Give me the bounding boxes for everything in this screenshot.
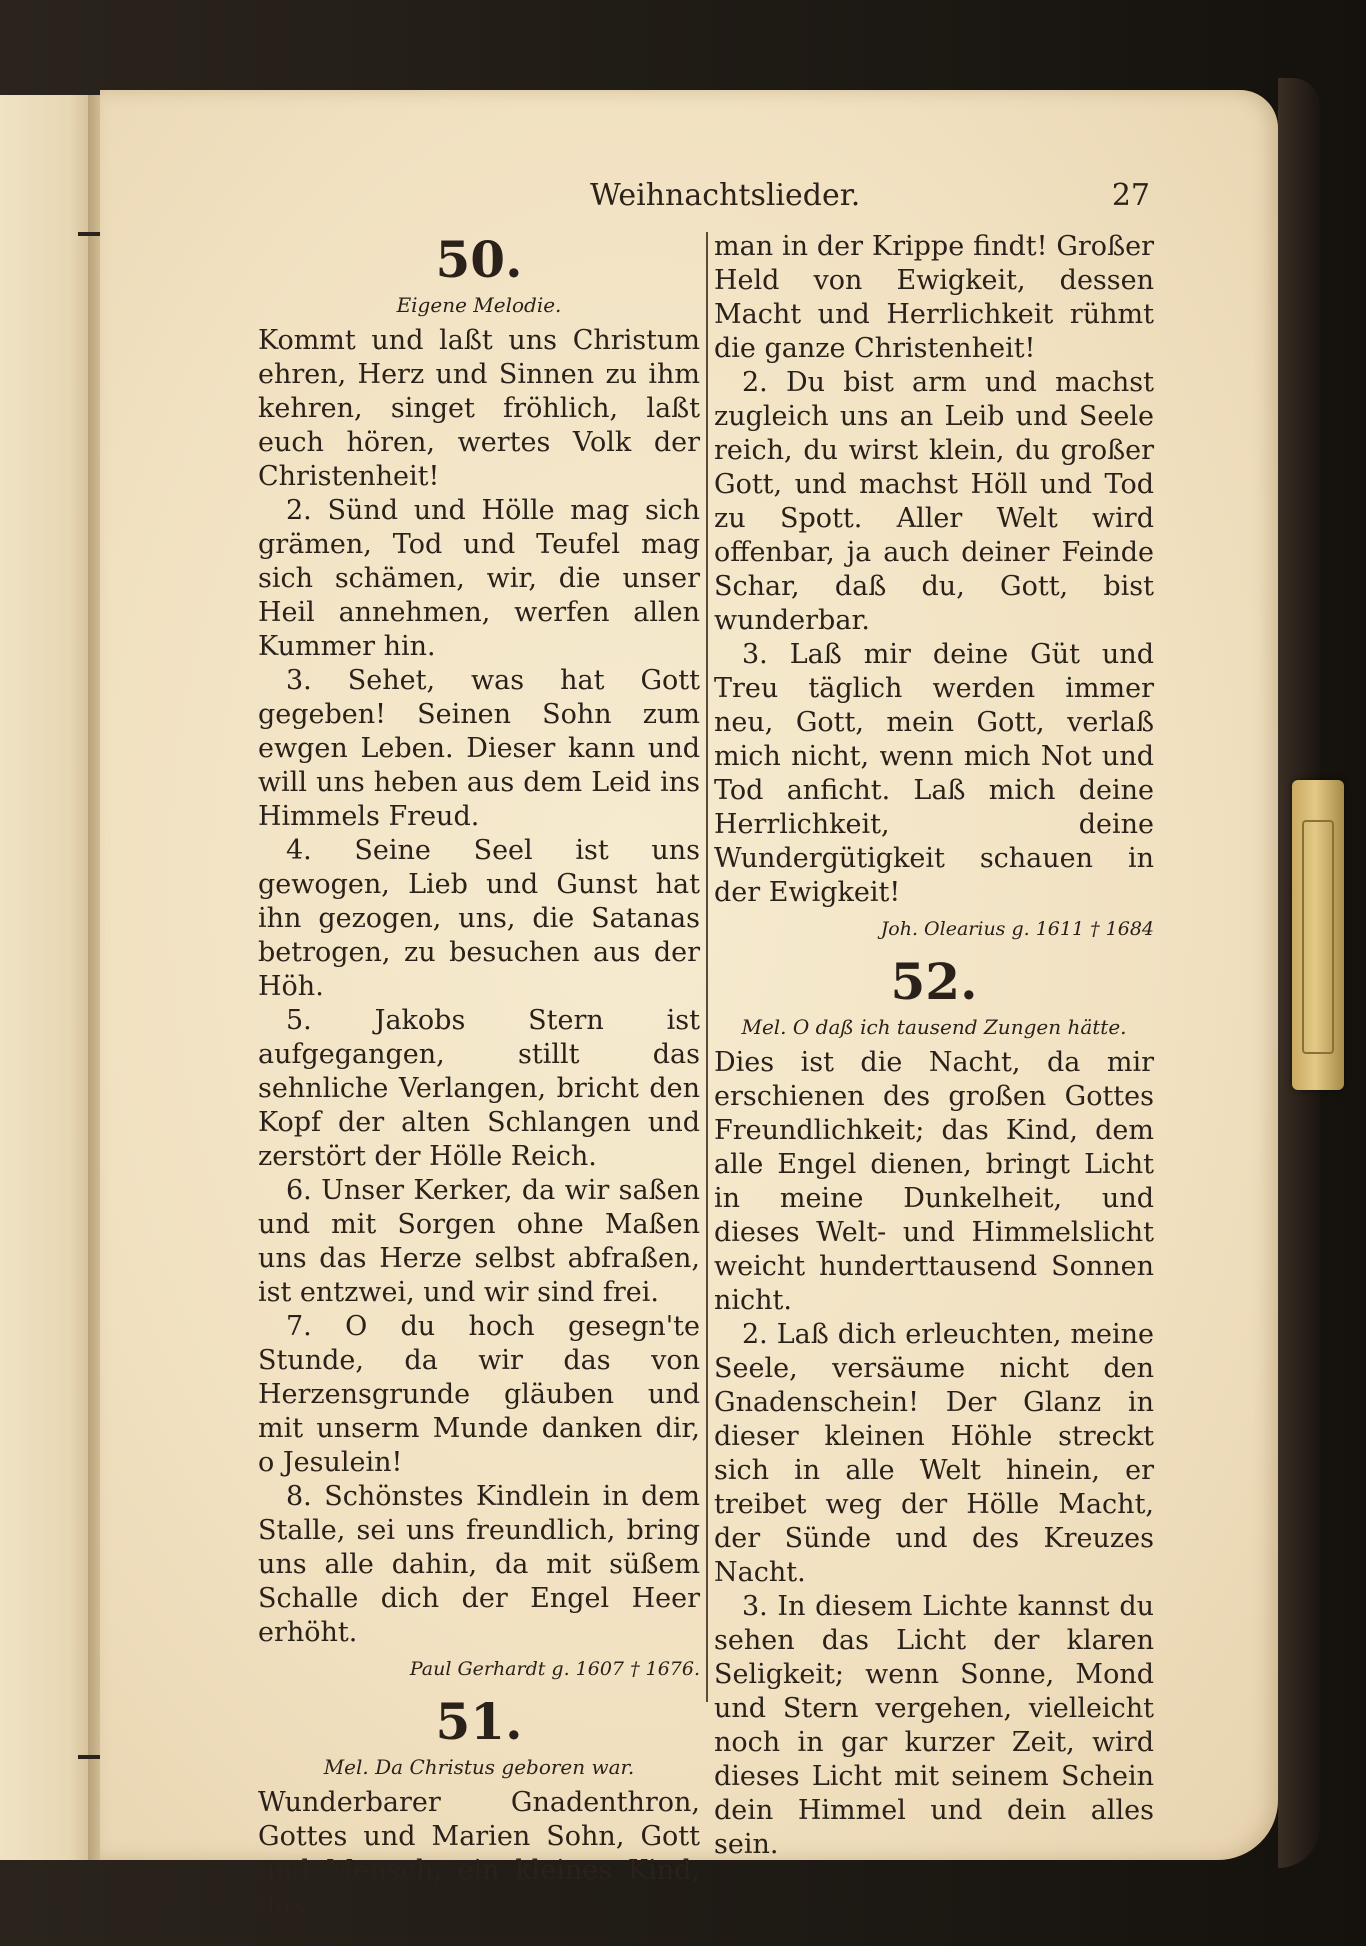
verse: 7. O du hoch gesegn'te Stunde, da wir das von Herzensgrunde gläuben und mit unserm Munde danken dir, o Jesulein! bbox=[258, 1311, 700, 1478]
melody-line: Mel. O daß ich tausend Zungen hätte. bbox=[741, 1015, 1127, 1039]
hymn-author: Paul Gerhardt g. 1607 † 1676. bbox=[409, 1658, 700, 1680]
verse: 6. Unser Kerker, da wir saßen und mit Sorgen ohne Maßen uns das Herze selbst abfraßen, ist entzwei, und wir sind frei. bbox=[258, 1175, 700, 1308]
left-column bbox=[258, 230, 700, 1922]
right-column bbox=[714, 230, 1154, 1862]
running-header bbox=[590, 178, 1150, 218]
hymn-number: 52. bbox=[890, 952, 978, 1011]
page-number: 27 bbox=[1111, 178, 1150, 213]
verse: 2. Du bist arm und machst zugleich uns an Leib und Seele reich, du wirst klein, du großer Gott, und machst Höll und Tod zu Spott. Aller Welt wird offenbar, ja auch deiner Feinde Schar, daß du, Gott, bist wunderbar. bbox=[714, 367, 1154, 636]
hymn-number: 51. bbox=[435, 1692, 523, 1751]
verse: Wunderbarer Gnadenthron, Gottes und Marien Sohn, Gott und Mensch, ein kleines Kind, das bbox=[258, 1787, 700, 1920]
column-divider bbox=[706, 232, 708, 1702]
verse: Kommt und laßt uns Christum ehren, Herz und Sinnen zu ihm kehren, singet fröhlich, laßt euch hören, wertes Volk der Christenheit! bbox=[258, 325, 700, 492]
verse: 2. Laß dich erleuchten, meine Seele, versäume nicht den Gnadenschein! Der Glanz in dieser kleinen Höhle streckt sich in alle Welt hinein, er treibet weg der Hölle Macht, der Sünde und des Kreuzes Nacht. bbox=[714, 1319, 1154, 1588]
melody-line: Eigene Melodie. bbox=[396, 293, 562, 317]
verse: 3. In diesem Lichte kannst du sehen das Licht der klaren Seligkeit; wenn Sonne, Mond und Stern vergehen, vielleicht noch in gar kurzer Zeit, wird dieses Licht mit seinem Schein dein Himmel und dein alles sein. bbox=[714, 1591, 1154, 1860]
melody-line: Mel. Da Christus geboren war. bbox=[323, 1755, 635, 1779]
verse: 2. Sünd und Hölle mag sich grämen, Tod und Teufel mag sich schämen, wir, die unser Heil annehmen, werfen allen Kummer hin. bbox=[258, 495, 700, 662]
clasp-detail bbox=[1302, 820, 1334, 1054]
hymn-author: Joh. Olearius g. 1611 † 1684 bbox=[880, 918, 1154, 940]
running-title: Weihnachtslieder. bbox=[590, 178, 861, 213]
verse: 8. Schönstes Kindlein in dem Stalle, sei uns freundlich, bring uns alle dahin, da mit süßem Schalle dich der Engel Heer erhöht. bbox=[258, 1481, 700, 1648]
margin-mark bbox=[78, 232, 100, 236]
facing-page-edge bbox=[0, 95, 100, 1860]
hymn-number: 50. bbox=[435, 230, 523, 289]
verse: 3. Sehet, was hat Gott gegeben! Seinen Sohn zum ewgen Leben. Dieser kann und will uns heben aus dem Leid ins Himmels Freud. bbox=[258, 665, 700, 832]
verse: 4. Seine Seel ist uns gewogen, Lieb und Gunst hat ihn gezogen, uns, die Satanas betrogen, zu besuchen aus der Höh. bbox=[258, 835, 700, 1002]
verse: 3. Laß mir deine Güt und Treu täglich werden immer neu, Gott, mein Gott, verlaß mich nicht, wenn mich Not und Tod anficht. Laß mich deine Herrlichkeit, deine Wundergütigkeit schauen in der Ewigkeit! bbox=[714, 639, 1154, 908]
margin-mark bbox=[78, 1755, 100, 1759]
verse: Dies ist die Nacht, da mir erschienen des großen Gottes Freundlichkeit; das Kind, dem alle Engel dienen, bringt Licht in meine Dunkelheit, und dieses Welt- und Himmelslicht weicht hunderttausend Sonnen nicht. bbox=[714, 1047, 1154, 1316]
verse: 5. Jakobs Stern ist aufgegangen, stillt das sehnliche Verlangen, bricht den Kopf der alten Schlangen und zerstört der Hölle Reich. bbox=[258, 1005, 700, 1172]
verse-continuation: man in der Krippe findt! Großer Held von Ewigkeit, dessen Macht und Herrlichkeit rühmt die ganze Christenheit! bbox=[714, 231, 1154, 364]
